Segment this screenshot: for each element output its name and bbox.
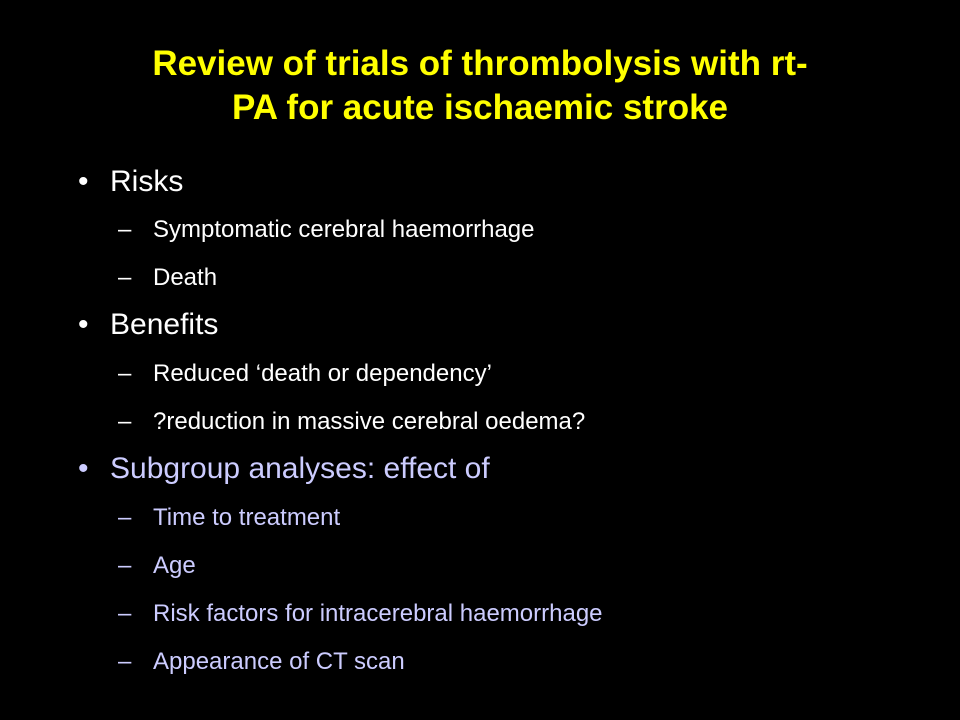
sub-item xyxy=(118,216,535,244)
bullet-heading: Risks xyxy=(110,165,184,198)
sub-item-label: Age xyxy=(153,552,196,579)
bullet-heading: Subgroup analyses: effect of xyxy=(110,452,490,485)
dash-mark: – xyxy=(118,264,132,291)
sub-item xyxy=(118,408,585,436)
sub-item xyxy=(118,600,603,628)
bullet-mark: • xyxy=(78,452,89,485)
bullet-risks xyxy=(78,165,183,199)
sub-item-label: ?reduction in massive cerebral oedema? xyxy=(153,408,586,435)
dash-mark: – xyxy=(118,648,132,675)
slide-title xyxy=(40,42,920,130)
sub-item-label: Reduced ‘death or dependency’ xyxy=(153,360,492,387)
sub-item xyxy=(118,360,492,388)
sub-item-label: Risk factors for intracerebral haemorrhage xyxy=(153,600,603,627)
dash-mark: – xyxy=(118,360,132,387)
dash-mark: – xyxy=(118,552,132,579)
sub-item-label: Time to treatment xyxy=(153,504,341,531)
bullet-mark: • xyxy=(78,308,89,341)
sub-item-label: Death xyxy=(153,264,218,291)
dash-mark: – xyxy=(118,408,132,435)
sub-item-label: Appearance of CT scan xyxy=(153,648,405,675)
bullet-benefits xyxy=(78,308,218,342)
sub-item xyxy=(118,264,217,292)
sub-item-label: Symptomatic cerebral haemorrhage xyxy=(153,216,535,243)
sub-item xyxy=(118,504,340,532)
dash-mark: – xyxy=(118,600,132,627)
dash-mark: – xyxy=(118,216,132,243)
title-line-2: PA for acute ischaemic stroke xyxy=(231,88,729,127)
dash-mark: – xyxy=(118,504,132,531)
sub-item xyxy=(118,552,196,580)
bullet-heading: Benefits xyxy=(110,308,219,341)
bullet-subgroup-analyses xyxy=(78,452,490,486)
sub-item xyxy=(118,648,405,676)
title-line-1: Review of trials of thrombolysis with rt- xyxy=(152,44,808,83)
bullet-mark: • xyxy=(78,165,89,198)
